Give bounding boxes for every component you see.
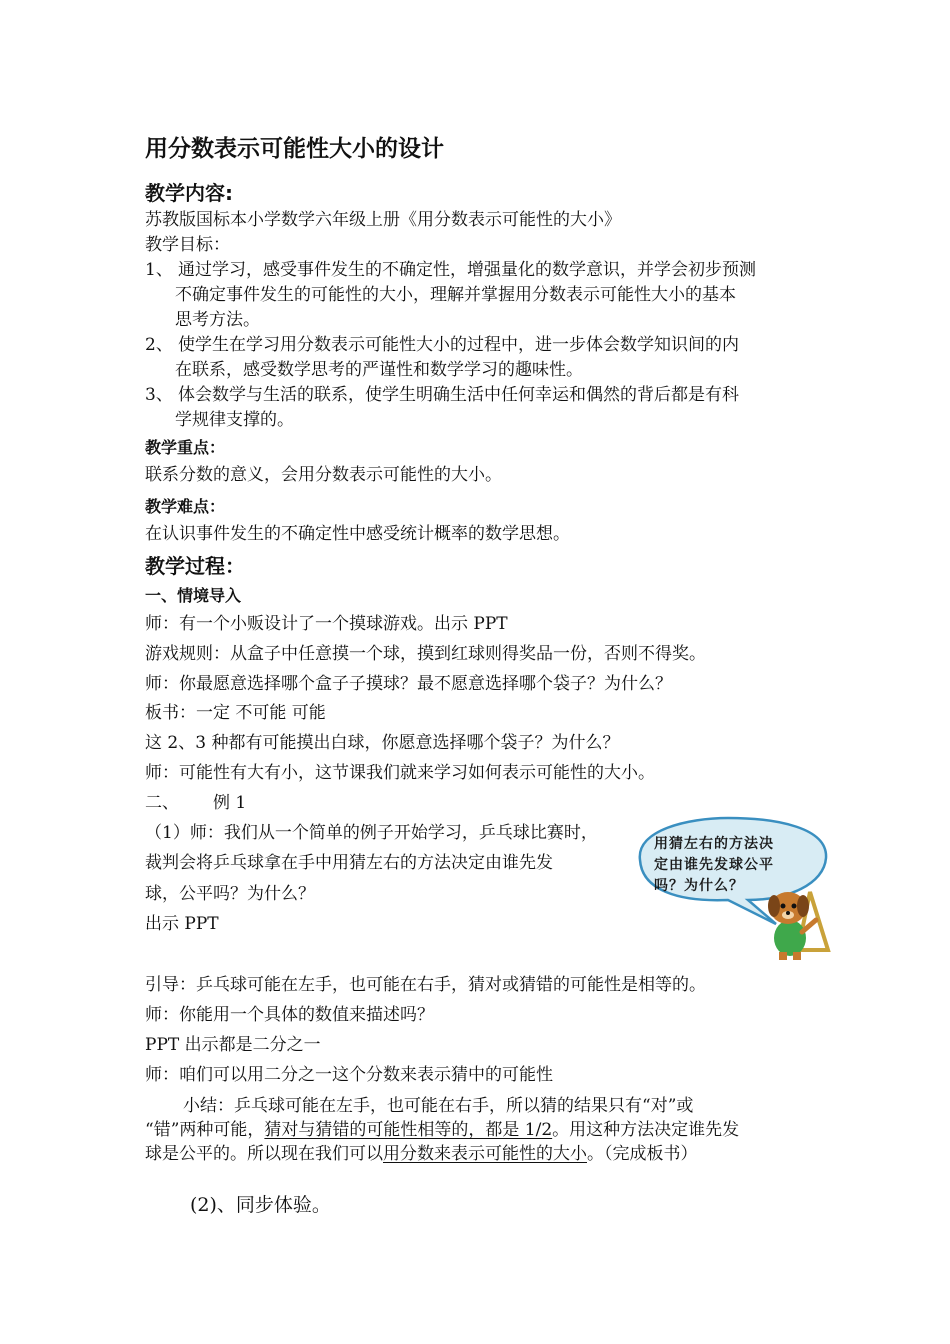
objective-number: 1、 [145, 260, 173, 280]
body-line: 师：你最愿意选择哪个盒子子摸球？最不愿意选择哪个袋子？为什么？ [145, 674, 672, 694]
sync-heading: (2)、同步体验。 [190, 1194, 331, 1216]
objective-text: 通过学习，感受事件发生的不确定性，增强量化的数学意识，并学会初步预测 [178, 260, 756, 280]
bubble-line: 用猜左右的方法决 [654, 836, 774, 852]
body-line: 这 2、3 种都有可能摸出白球，你愿意选择哪个袋子？为什么？ [145, 733, 620, 753]
body-line: 师：有一个小贩设计了一个摸球游戏。出示 PPT [145, 614, 508, 634]
objective-text: 体会数学与生活的联系，使学生明确生活中任何幸运和偶然的背后都是有科 [178, 385, 739, 405]
summary-line [145, 1118, 739, 1142]
body-line: （1）师：我们从一个简单的例子开始学习，乒乓球比赛时， [145, 823, 598, 843]
summary-underlined: 猜对与猜错的可能性相等的，都是 1/2 [264, 1120, 553, 1140]
difficulty-heading: 教学难点： [145, 497, 226, 516]
objective-text: 思考方法。 [175, 310, 260, 330]
body-line: 游戏规则：从盒子中任意摸一个球，摸到红球则得奖品一份，否则不得奖。 [145, 644, 706, 664]
objectives-heading: 教学目标： [145, 235, 230, 255]
body-line: 出示 PPT [145, 914, 219, 934]
objective-text: 学规律支撑的。 [175, 410, 294, 430]
body-line: 裁判会将乒乓球拿在手中用猜左右的方法决定由谁先发 [145, 853, 553, 873]
section-number: 二、 [145, 793, 179, 813]
bubble-line: 吗？为什么？ [654, 878, 744, 894]
key-point-text: 联系分数的意义，会用分数表示可能性的大小。 [145, 465, 502, 485]
body-line: 师：咱们可以用二分之一这个分数来表示猜中的可能性 [145, 1065, 553, 1085]
body-line: 师：可能性有大有小，这节课我们就来学习如何表示可能性的大小。 [145, 763, 655, 783]
body-line: 引导：乒乓球可能在左手，也可能在右手，猜对或猜错的可能性是相等的。 [145, 975, 706, 995]
process-heading: 教学过程： [145, 554, 245, 578]
section-heading: 一、情境导入 [145, 586, 242, 605]
bubble-text [654, 834, 774, 897]
section-label: 例 1 [213, 793, 247, 813]
page-title: 用分数表示可能性大小的设计 [145, 136, 444, 162]
summary-line: 小结：乒乓球可能在左手，也可能在右手，所以猜的结果只有“对”或 [183, 1096, 694, 1116]
summary-underlined: 用分数来表示可能性的大小 [383, 1144, 587, 1164]
summary-line [145, 1142, 698, 1166]
body-line: 板书：一定 不可能 可能 [145, 703, 326, 723]
key-point-heading: 教学重点： [145, 438, 226, 457]
textbook-line: 苏教版国标本小学数学六年级上册《用分数表示可能性的大小》 [145, 210, 621, 230]
dog-icon [768, 892, 828, 960]
objective-text: 在联系，感受数学思考的严谨性和数学学习的趣味性。 [175, 360, 583, 380]
summary-text: 。用这种方法决定谁先发 [552, 1120, 740, 1140]
objective-number: 2、 [145, 335, 173, 355]
body-line: PPT 出示都是二分之一 [145, 1035, 321, 1055]
summary-text: 。（完成板书） [587, 1144, 698, 1164]
content-heading: 教学内容: [145, 181, 233, 205]
objective-text: 使学生在学习用分数表示可能性大小的过程中，进一步体会数学知识间的内 [178, 335, 739, 355]
summary-text: “错”两种可能， [145, 1120, 265, 1140]
bubble-line: 定由谁先发球公平 [654, 857, 774, 873]
objective-number: 3、 [145, 385, 173, 405]
body-line: 师：你能用一个具体的数值来描述吗？ [145, 1005, 434, 1025]
body-line: 球，公平吗？为什么？ [145, 884, 315, 904]
summary-text: 球是公平的。所以现在我们可以 [145, 1144, 383, 1164]
objective-text: 不确定事件发生的可能性的大小，理解并掌握用分数表示可能性大小的基本 [175, 285, 736, 305]
difficulty-text: 在认识事件发生的不确定性中感受统计概率的数学思想。 [145, 524, 570, 544]
